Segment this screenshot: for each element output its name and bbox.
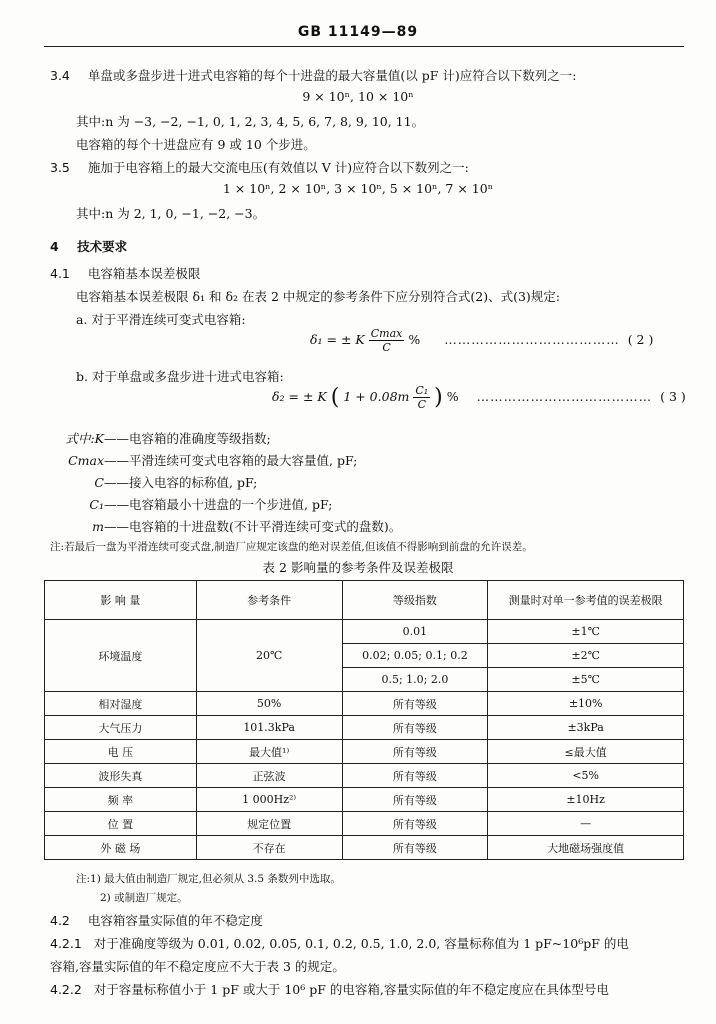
table-cell: ≤最大值 bbox=[488, 740, 684, 764]
section-4-1-heading bbox=[50, 264, 200, 282]
table-cell: 最大值¹⁾ bbox=[196, 740, 342, 764]
section-4-2-1-number: 4.2.1 bbox=[50, 936, 82, 951]
table-cell: ±3kPa bbox=[488, 716, 684, 740]
section-3-4-series: 9 × 10ⁿ, 10 × 10ⁿ bbox=[302, 89, 414, 104]
definition-k-symbol: 式中:K bbox=[65, 431, 104, 446]
table-2-note-1: 注:1) 最大值由制造厂规定,但必须从 3.5 条数列中选取。 bbox=[76, 873, 341, 885]
section-4-2-heading bbox=[50, 911, 263, 929]
section-3-4-where: 其中:n 为 −3, −2, −1, 0, 1, 2, 3, 4, 5, 6, 7, 8, 9, 10, 11。 bbox=[76, 114, 425, 129]
section-4-2-1-text: 对于准确度等级为 0.01, 0.02, 0.05, 0.1, 0.2, 0.5, 1.0, 2.0, 容量标称值为 1 pF~10⁶pF 的电 bbox=[93, 936, 629, 951]
definition-cmax-text: ——平滑连续可变式电容箱的最大容量值, pF; bbox=[104, 453, 358, 468]
formula-3-percent: % bbox=[446, 389, 459, 404]
formula-2-label: ( 2 ) bbox=[627, 332, 654, 347]
table-cell: 规定位置 bbox=[196, 812, 342, 836]
section-4-2-2-line-1 bbox=[50, 980, 609, 998]
formula-2-fraction bbox=[369, 327, 405, 354]
formula-3-numerator: C₁ bbox=[415, 384, 429, 397]
table-cell: 所有等级 bbox=[342, 836, 488, 860]
formula-3-denominator: C bbox=[417, 398, 426, 411]
definition-c1-text: ——电容箱最小十进盘的一个步进值, pF; bbox=[104, 497, 333, 512]
table-cell: 位 置 bbox=[45, 812, 197, 836]
definition-k bbox=[48, 429, 271, 447]
formula-3-fraction bbox=[413, 384, 430, 411]
table-cell: 环境温度 bbox=[45, 620, 197, 692]
item-b: b. 对于单盘或多盘步进十进式电容箱: bbox=[76, 369, 284, 384]
section-3-5-number: 3.5 bbox=[50, 160, 70, 175]
table-row bbox=[45, 581, 684, 620]
table-cell: ±1℃ bbox=[488, 620, 684, 644]
definition-m bbox=[48, 517, 401, 535]
section-4-2-2-text: 对于容量标称值小于 1 pF 或大于 10⁶ pF 的电容箱,容量实际值的年不稳定度应在具体型号电 bbox=[93, 982, 609, 997]
formula-2-leader: ………………………………… bbox=[444, 332, 620, 347]
table-cell: 所有等级 bbox=[342, 812, 488, 836]
formula-3-leader: ………………………………… bbox=[476, 389, 653, 404]
table-cell: <5% bbox=[488, 764, 684, 788]
section-3-4-number: 3.4 bbox=[50, 68, 70, 83]
table-cell: 所有等级 bbox=[342, 764, 488, 788]
table-cell: 不存在 bbox=[196, 836, 342, 860]
table-header-cell: 测量时对单一参考值的误差极限 bbox=[488, 581, 684, 620]
table-header-cell: 影 响 量 bbox=[45, 581, 197, 620]
table-header-cell: 等级指数 bbox=[342, 581, 488, 620]
formula-3-open-paren: ( bbox=[330, 385, 340, 410]
section-3-4-steps: 电容箱的每个十进盘应有 9 或 10 个步进。 bbox=[76, 137, 316, 152]
table-cell: ±5℃ bbox=[488, 668, 684, 692]
section-4-2-2-number: 4.2.2 bbox=[50, 982, 82, 997]
table-header-cell: 参考条件 bbox=[196, 581, 342, 620]
section-4-heading bbox=[50, 237, 127, 255]
definition-c-symbol: C bbox=[94, 475, 104, 490]
definition-cmax-symbol: Cmax bbox=[68, 453, 104, 468]
formula-3-close-paren: ) bbox=[434, 385, 443, 410]
section-4-number: 4 bbox=[50, 239, 59, 254]
table-cell: 相对湿度 bbox=[45, 692, 197, 716]
formula-3-lhs: δ₂ = ± K bbox=[272, 389, 327, 404]
section-4-2-number: 4.2 bbox=[50, 913, 70, 928]
table-cell: 0.5; 1.0; 2.0 bbox=[342, 668, 488, 692]
table-row bbox=[45, 620, 684, 644]
table-cell: ±10Hz bbox=[488, 788, 684, 812]
section-3-4 bbox=[50, 66, 576, 84]
table-cell: 外 磁 场 bbox=[45, 836, 197, 860]
table-2 bbox=[44, 580, 684, 860]
section-3-5-series: 1 × 10ⁿ, 2 × 10ⁿ, 3 × 10ⁿ, 5 × 10ⁿ, 7 × 10ⁿ bbox=[222, 181, 494, 196]
section-4-1-note: 注:若最后一盘为平滑连续可变式盘,制造厂应规定该盘的绝对误差值,但该值不得影响到前盘的允许误差。 bbox=[50, 541, 533, 553]
definition-cmax bbox=[48, 451, 357, 469]
table-cell: 所有等级 bbox=[342, 692, 488, 716]
section-3-4-text: 单盘或多盘步进十进式电容箱的每个十进盘的最大容量值(以 pF 计)应符合以下数列之一: bbox=[87, 68, 577, 83]
section-3-5-text: 施加于电容箱上的最大交流电压(有效值以 V 计)应符合以下数列之一: bbox=[87, 160, 469, 175]
section-4-1-intro: 电容箱基本误差极限 δ₁ 和 δ₂ 在表 2 中规定的参考条件下应分别符合式(2)、式(3)规定: bbox=[76, 289, 560, 304]
definition-c1 bbox=[48, 495, 332, 513]
table-cell: 20℃ bbox=[196, 620, 342, 692]
formula-2-lhs: δ₁ = ± K bbox=[310, 332, 365, 347]
table-cell: 所有等级 bbox=[342, 740, 488, 764]
section-4-1-title: 电容箱基本误差极限 bbox=[87, 266, 201, 281]
formula-3 bbox=[272, 384, 692, 411]
table-cell: ±2℃ bbox=[488, 644, 684, 668]
table-row bbox=[45, 716, 684, 740]
table-row bbox=[45, 788, 684, 812]
table-row bbox=[45, 812, 684, 836]
formula-2-denominator: C bbox=[382, 341, 391, 354]
table-cell: 频 率 bbox=[45, 788, 197, 812]
definition-m-text: ——电容箱的十进盘数(不计平滑连续可变式的盘数)。 bbox=[104, 519, 402, 534]
table-cell: — bbox=[488, 812, 684, 836]
table-2-caption: 表 2 影响量的参考条件及误差极限 bbox=[262, 560, 454, 575]
formula-2-numerator: Cmax bbox=[370, 327, 403, 340]
table-row bbox=[45, 740, 684, 764]
section-4-2-1-line-1 bbox=[50, 934, 629, 952]
table-cell: ±10% bbox=[488, 692, 684, 716]
definition-c-text: ——接入电容的标称值, pF; bbox=[104, 475, 258, 490]
table-cell: 101.3kPa bbox=[196, 716, 342, 740]
table-cell: 1 000Hz²⁾ bbox=[196, 788, 342, 812]
table-cell: 大气压力 bbox=[45, 716, 197, 740]
formula-3-mid: 1 + 0.08m bbox=[343, 389, 410, 404]
formula-2-percent: % bbox=[408, 332, 421, 347]
definition-c1-symbol: C₁ bbox=[89, 497, 104, 512]
section-4-title: 技术要求 bbox=[77, 239, 128, 254]
header-rule bbox=[44, 46, 684, 47]
section-4-2-title: 电容箱容量实际值的年不稳定度 bbox=[87, 913, 263, 928]
section-4-1-number: 4.1 bbox=[50, 266, 70, 281]
table-cell: 正弦波 bbox=[196, 764, 342, 788]
table-2-note-2: 2) 或制造厂规定。 bbox=[100, 892, 188, 904]
table-row bbox=[45, 692, 684, 716]
table-cell: 大地磁场强度值 bbox=[488, 836, 684, 860]
table-row bbox=[45, 836, 684, 860]
section-4-2-1-line-2: 容箱,容量实际值的年不稳定度应不大于表 3 的规定。 bbox=[50, 959, 345, 974]
definition-k-text: ——电容箱的准确度等级指数; bbox=[104, 431, 271, 446]
table-cell: 所有等级 bbox=[342, 788, 488, 812]
item-a: a. 对于平滑连续可变式电容箱: bbox=[76, 312, 246, 327]
formula-2 bbox=[310, 327, 690, 354]
formula-3-label: ( 3 ) bbox=[660, 389, 686, 404]
definition-m-symbol: m bbox=[92, 519, 104, 534]
standard-header: GB 11149—89 bbox=[297, 24, 419, 40]
table-cell: 波形失真 bbox=[45, 764, 197, 788]
section-3-5-where: 其中:n 为 2, 1, 0, −1, −2, −3。 bbox=[76, 206, 266, 221]
section-3-5 bbox=[50, 158, 469, 176]
table-cell: 0.01 bbox=[342, 620, 488, 644]
table-cell: 50% bbox=[196, 692, 342, 716]
table-cell: 所有等级 bbox=[342, 716, 488, 740]
definition-c bbox=[48, 473, 257, 491]
table-cell: 电 压 bbox=[45, 740, 197, 764]
table-cell: 0.02; 0.05; 0.1; 0.2 bbox=[342, 644, 488, 668]
table-row bbox=[45, 764, 684, 788]
